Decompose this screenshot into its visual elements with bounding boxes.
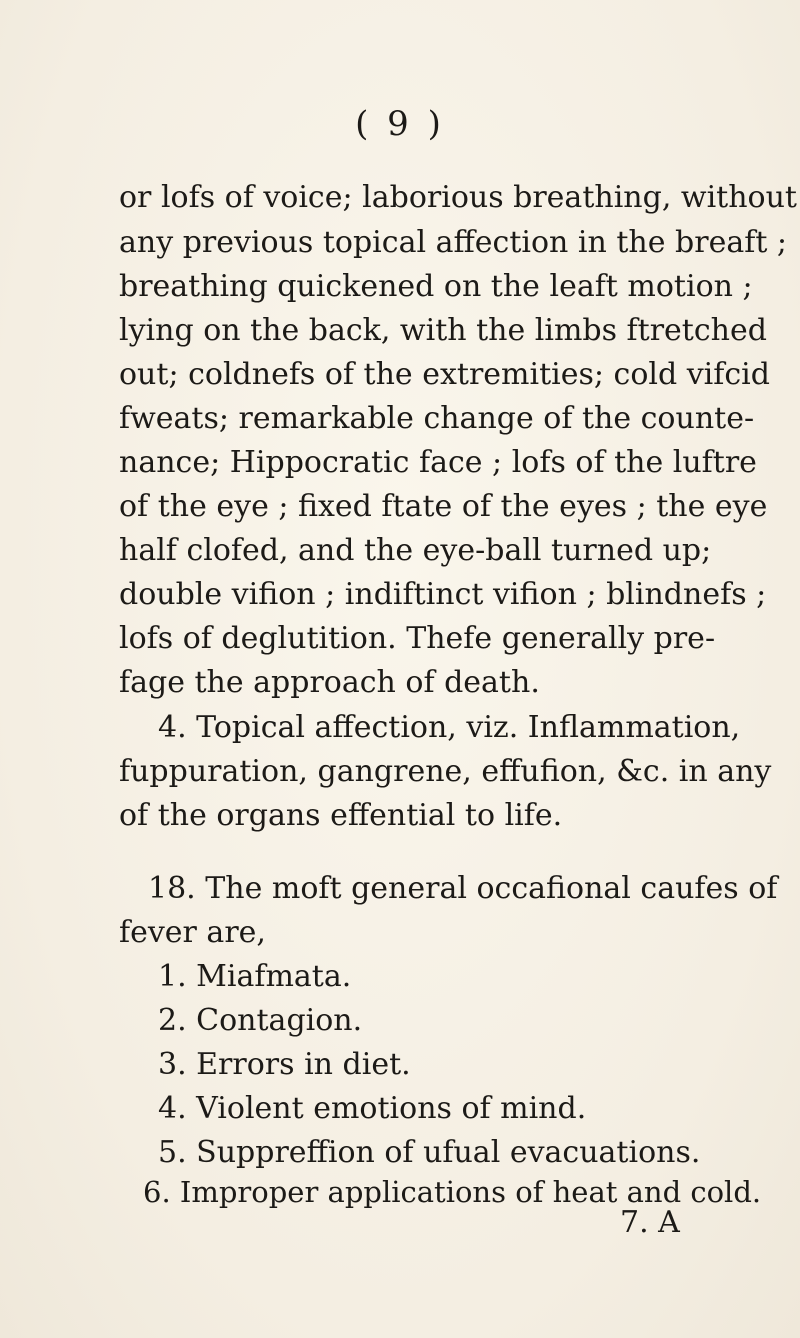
text-line: of the eye ; fixed ftate of the eyes ; the eye — [119, 489, 768, 524]
text-line: 4. Topical affection, viz. Inflammation, — [158, 710, 741, 745]
text-line: lofs of deglutition. Thefe generally pre- — [119, 621, 716, 656]
text-line: or lofs of voice; laborious breathing, without — [119, 180, 797, 215]
text-line: nance; Hippocratic face ; lofs of the luftre — [119, 445, 757, 480]
list-item: 1. Miafmata. — [158, 959, 352, 994]
text-line: double vifion ; indiftinct vifion ; blindnefs ; — [119, 577, 767, 612]
text-line: fage the approach of death. — [119, 665, 540, 700]
list-item: 3. Errors in diet. — [158, 1047, 411, 1082]
list-item: 6. Improper applications of heat and cold. — [143, 1175, 762, 1209]
catchword: 7. A — [620, 1205, 680, 1240]
text-line: breathing quickened on the leaft motion ; — [119, 269, 753, 304]
section-heading: 18. The moft general occafional caufes of — [148, 871, 778, 906]
text-line: fuppuration, gangrene, effufion, &c. in any — [119, 754, 772, 789]
list-item: 5. Suppreffion of ufual evacuations. — [158, 1135, 701, 1170]
page-number-header: ( 9 ) — [355, 104, 445, 144]
text-line: fever are, — [119, 915, 266, 950]
list-item: 2. Contagion. — [158, 1003, 363, 1038]
text-line: half clofed, and the eye-ball turned up; — [119, 533, 712, 568]
text-line: fweats; remarkable change of the counte- — [119, 401, 755, 436]
text-line: of the organs effential to life. — [119, 798, 563, 833]
text-line: out; coldnefs of the extremities; cold vifcid — [119, 357, 770, 392]
text-line: any previous topical affection in the breaft ; — [119, 225, 788, 260]
text-line: lying on the back, with the limbs ftretched — [119, 313, 767, 348]
list-item: 4. Violent emotions of mind. — [158, 1091, 587, 1126]
